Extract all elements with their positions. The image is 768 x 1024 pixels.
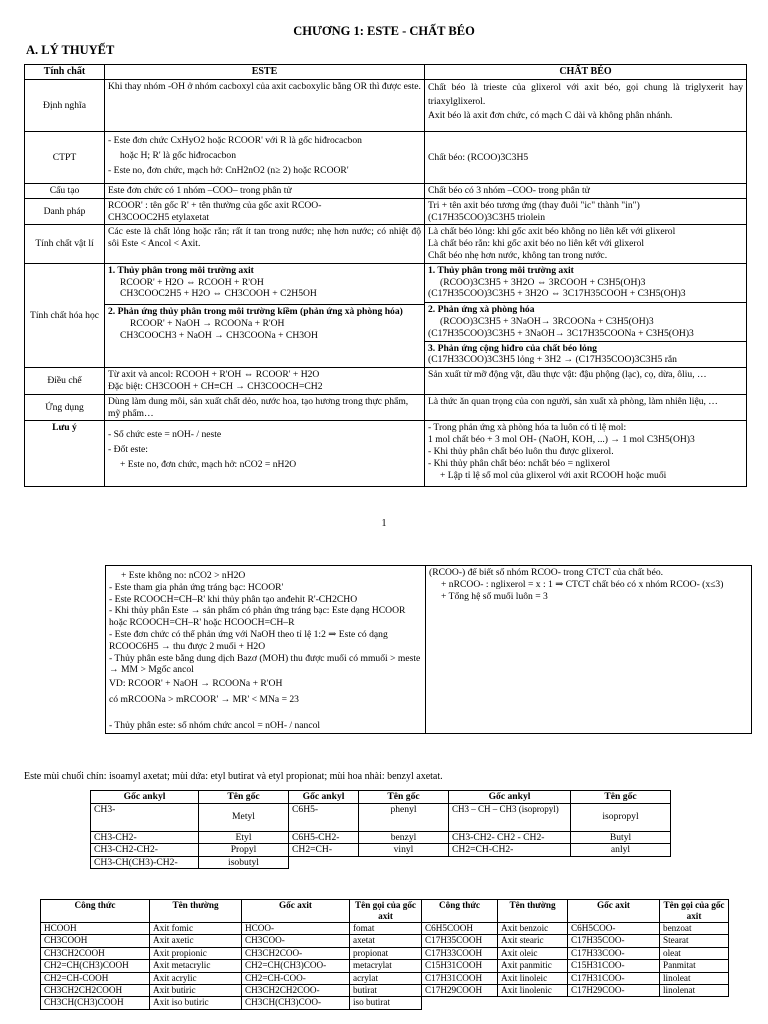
- row-label: Tính chất hóa học: [25, 263, 105, 367]
- cell-text: - Este đơn chức CxHyO2 hoặc RCOOR' với R là gốc hiđrocacbon: [108, 135, 362, 146]
- table-row: [41, 935, 729, 947]
- reaction-heading: 2. Phản ứng xà phòng hóa: [428, 304, 535, 316]
- table-cell: butirat: [350, 985, 422, 997]
- cell-text: Các este là chất lỏng hoặc rắn; rất ít tan trong nước; nhẹ hơn nước; có nhiệt độ sôi Este < Ancol < Axit.: [108, 226, 421, 250]
- chapter-title: CHƯƠNG 1: ESTE - CHẤT BÉO: [293, 24, 475, 38]
- table-cell: iso butirat: [350, 997, 422, 1009]
- table-cell: C17H31COO-: [568, 972, 660, 984]
- table-row: [25, 368, 747, 395]
- este-cell: [105, 263, 425, 367]
- column-header: Tên gốc: [359, 791, 449, 804]
- row-label: Cấu tạo: [25, 184, 105, 199]
- table-cell: CH3-CH(CH3)-CH2-: [91, 856, 199, 869]
- table-cell: [289, 856, 359, 869]
- chatbeo-cell: [425, 263, 747, 367]
- cell-text: Là chất béo rắn: khi gốc axit béo no liên kết với glixerol: [428, 238, 645, 250]
- cell-text: - Số chức este = nOH- / neste: [108, 429, 222, 441]
- table-header-row: [25, 65, 747, 80]
- table-cell: CH3-CH2-CH2-: [91, 844, 199, 857]
- cell-text: - Este RCOOCH=CH–R' khi thủy phân tạo anđehit R'-CH2CHO: [109, 593, 358, 605]
- cell-text: - Este tham gia phản ứng tráng bạc: HCOOR': [109, 581, 284, 593]
- reaction-heading: 1. Thủy phân trong môi trường axit: [108, 264, 254, 276]
- column-header: Tên thường: [150, 900, 242, 923]
- column-header: ESTE: [105, 65, 425, 80]
- reaction-equation: RCOOR' + NaOH → RCOONa + R'OH: [130, 317, 285, 329]
- smell-note: Este mùi chuối chín: isoamyl axetat; mùi dứa: etyl butirat và etyl propionat; mùi hoa nhài: benzyl axetat.: [24, 771, 443, 782]
- table-cell: C15H31COOH: [422, 960, 498, 972]
- chatbeo-cell: [426, 566, 752, 734]
- reaction-equation: (RCOO)3C3H5 + 3H2O ⇔ 3RCOOH + C3H5(OH)3: [440, 276, 646, 288]
- chatbeo-cell: [425, 80, 747, 132]
- table-cell: acrylat: [350, 972, 422, 984]
- column-header: Công thức: [422, 900, 498, 923]
- table-cell: C17H35COO-: [568, 935, 660, 947]
- cell-text: + Este no, đơn chức, mạch hở: nCO2 = nH2O: [120, 459, 297, 471]
- column-header: Tên gốc: [571, 791, 671, 804]
- este-cell: [105, 80, 425, 132]
- reaction-equation: (C17H35COO)3C3H5 + 3NaOH→ 3C17H35COONa + C3H5(OH)3: [428, 327, 694, 339]
- reaction-heading: 2. Phản ứng thủy phân trong môi trường kiềm (phản ứng xà phòng hóa): [108, 306, 403, 318]
- cell-text: - Đốt este:: [108, 444, 148, 456]
- section-heading: A. LÝ THUYẾT: [26, 43, 115, 57]
- column-header: Gốc ankyl: [449, 791, 571, 804]
- table-cell: CH3-CH2- CH2 - CH2-: [449, 831, 571, 844]
- table-cell: CH3CH(CH3)COOH: [41, 997, 150, 1009]
- table-cell: CH3CH2COOH: [41, 947, 150, 959]
- acid-table-body: [41, 923, 729, 1010]
- table-cell: Stearat: [660, 935, 729, 947]
- table-row: [25, 80, 747, 132]
- table-cell: [498, 997, 568, 1009]
- cell-text: Tri + tên axit béo tương ứng (thay đuôi "ic" thành "in"): [428, 199, 640, 211]
- table-cell: CH2=CH-CH2-: [449, 844, 571, 857]
- table-cell: [571, 856, 671, 869]
- cell-text: + Lập tỉ lệ số mol của glixerol với axit RCOOH hoặc muối: [440, 469, 667, 481]
- este-cell: [105, 368, 425, 395]
- table-cell: Axit oleic: [498, 947, 568, 959]
- table-cell: Metyl: [199, 803, 289, 831]
- table-row: [41, 997, 729, 1009]
- table-cell: C6H5-CH2-: [289, 831, 359, 844]
- table-row: [41, 947, 729, 959]
- cell-text: + Tổng hệ số muối luôn = 3: [441, 590, 548, 602]
- table-cell: Propyl: [199, 844, 289, 857]
- table-row: [25, 394, 747, 421]
- este-cell: [105, 225, 425, 263]
- table-cell: [359, 856, 449, 869]
- reaction-equation: RCOOR' + H2O ⇔ RCOOH + R'OH: [120, 276, 264, 288]
- cell-text: VD: RCOOR' + NaOH → RCOONa + R'OH: [109, 678, 283, 690]
- table-cell: Butyl: [571, 831, 671, 844]
- column-header: Gốc ankyl: [289, 791, 359, 804]
- table-cell: [568, 997, 660, 1009]
- page-number: 1: [381, 518, 387, 529]
- chatbeo-cell: [425, 421, 747, 487]
- reaction-heading: 3. Phản ứng cộng hiđro của chất béo lỏng: [428, 342, 597, 354]
- cell-text: + nRCOO- : nglixerol = x : 1 ⇒ CTCT chất béo có x nhóm RCOO- (x≤3): [441, 578, 724, 590]
- column-header: Gốc ankyl: [91, 791, 199, 804]
- column-header: Gốc axit: [242, 900, 350, 923]
- table-cell: CH3CH2CH2COOH: [41, 985, 150, 997]
- column-header: CHẤT BÉO: [425, 65, 747, 80]
- column-header: Công thức: [41, 900, 150, 923]
- row-label: CTPT: [25, 132, 105, 184]
- comparison-table: [24, 64, 747, 487]
- este-cell: [106, 566, 426, 734]
- table-cell: C17H33COO-: [568, 947, 660, 959]
- row-label: Danh pháp: [25, 198, 105, 225]
- table-cell: metacrylat: [350, 960, 422, 972]
- reaction-equation: CH3COOCH3 + NaOH → CH3COONa + CH3OH: [120, 329, 318, 341]
- table-cell: Axit linoleic: [498, 972, 568, 984]
- acid-table: [40, 899, 729, 1010]
- table-row: [25, 263, 747, 367]
- table-cell: Axit butiric: [150, 985, 242, 997]
- cell-text: - Thủy phân este: số nhóm chức ancol = nOH- / nancol: [109, 719, 321, 731]
- table-cell: C17H29COO-: [568, 985, 660, 997]
- cell-text: CH3COOC2H5 etylaxetat: [108, 211, 209, 223]
- table-row: [25, 225, 747, 263]
- table-cell: Etyl: [199, 831, 289, 844]
- cell-text: (C17H35COO)3C3H5 triolein: [428, 211, 545, 223]
- table-header-row: [91, 791, 671, 804]
- table-row: [25, 132, 747, 184]
- table-cell: CH3-CH2-: [91, 831, 199, 844]
- cell-text: + Este không no: nCO2 > nH2O: [121, 570, 246, 581]
- chatbeo-cell: [425, 132, 747, 184]
- table-row: [91, 831, 671, 844]
- table-cell: C17H29COOH: [422, 985, 498, 997]
- cell-text: RCOOR' : tên gốc R' + tên thường của gốc axit RCOO-: [108, 199, 322, 211]
- table-row: [41, 960, 729, 972]
- cell-text: Là chất béo lỏng: khi gốc axit béo không no liên kết với glixerol: [428, 226, 676, 238]
- reaction-equation: (C17H33COO)3C3H5 lỏng + 3H2 → (C17H35COO)3C3H5 rắn: [428, 354, 677, 366]
- table-cell: Axit benzoic: [498, 923, 568, 935]
- cell-text: có mRCOONa > mRCOOR' → MR' < MNa = 23: [109, 693, 299, 705]
- table-cell: Axit fomic: [150, 923, 242, 935]
- chatbeo-cell: [425, 368, 747, 395]
- cell-text: - Khi thủy phân Este → sản phẩm có phản ứng tráng bạc: Este dạng HCOOR hoặc RCOOCH=CH–R' hoặc HCOOCH=CH–R: [109, 605, 406, 629]
- table-row: [106, 566, 752, 734]
- table-row: [25, 198, 747, 225]
- table-cell: C6H5COOH: [422, 923, 498, 935]
- cell-text: Khi thay nhóm -OH ở nhóm cacboxyl của axit cacboxylic bằng OR thì được este.: [108, 81, 421, 92]
- cell-text: - Trong phản ứng xà phòng hóa ta luôn có tỉ lệ mol:: [428, 422, 627, 434]
- table-cell: C6H5-: [289, 803, 359, 831]
- table-cell: CH2=CH-COO-: [242, 972, 350, 984]
- table-cell: benzyl: [359, 831, 449, 844]
- table-cell: oleat: [660, 947, 729, 959]
- cell-text: - Khi thủy phân chất béo: nchất béo = nglixerol: [428, 457, 611, 469]
- alkyl-table: [90, 790, 671, 869]
- table-cell: HCOO-: [242, 923, 350, 935]
- table-cell: Axit linolenic: [498, 985, 568, 997]
- table-cell: isobutyl: [199, 856, 289, 869]
- table-cell: propionat: [350, 947, 422, 959]
- cell-text: Là thức ăn quan trọng của con người, sản xuất xà phòng, làm nhiên liệu, …: [428, 395, 718, 407]
- cell-text: Dùng làm dung môi, sản xuất chất dẻo, nước hoa, tạo hương trong thực phẩm, mỹ phẩm…: [108, 395, 409, 419]
- cell-text: Axit béo là axit đơn chức, có mạch C dài và không phân nhánh.: [428, 110, 673, 121]
- table-cell: vinyl: [359, 844, 449, 857]
- cell-text: Đặc biệt: CH3COOH + CH≡CH → CH3COOCH=CH2: [108, 380, 323, 392]
- table-cell: Axit axetic: [150, 935, 242, 947]
- reaction-equation: (C17H35COO)3C3H5 + 3H2O ⇔ 3C17H35COOH + C3H5(OH)3: [428, 288, 686, 300]
- table-row: [25, 421, 747, 487]
- table-cell: C15H31COO-: [568, 960, 660, 972]
- table-row: [41, 985, 729, 997]
- cell-text: - Thủy phân este bằng dung dịch Bazơ (MOH) thu được muối có mmuối > meste → MM > Mgốc ancol: [109, 652, 421, 676]
- table-cell: CH3COOH: [41, 935, 150, 947]
- reaction-heading: 1. Thủy phân trong môi trường axit: [428, 264, 574, 276]
- table-cell: Axit stearic: [498, 935, 568, 947]
- este-cell: [105, 132, 425, 184]
- table-cell: linoleat: [660, 972, 729, 984]
- reaction-equation: CH3COOC2H5 + H2O ⇔ CH3COOH + C2H5OH: [120, 288, 317, 300]
- este-cell: [105, 421, 425, 487]
- table-cell: CH3CH2COO-: [242, 947, 350, 959]
- cell-text: Chất béo nhẹ hơn nước, không tan trong nước.: [428, 249, 608, 261]
- table-cell: C17H33COOH: [422, 947, 498, 959]
- cell-text: (RCOO-) để biết số nhóm RCOO- trong CTCT của chất béo.: [429, 567, 664, 578]
- table-cell: Axit acrylic: [150, 972, 242, 984]
- reaction-equation: (RCOO)3C3H5 + 3NaOH→ 3RCOONa + C3H5(OH)3: [440, 315, 654, 327]
- table-cell: anlyl: [571, 844, 671, 857]
- column-header: Gốc axit: [568, 900, 660, 923]
- table-row: [91, 856, 671, 869]
- cell-text: Sản xuất từ mỡ động vật, dầu thực vật: đậu phộng (lạc), cọ, dừa, ôliu, …: [428, 369, 707, 381]
- este-cell: Este đơn chức có 1 nhóm –COO– trong phân tử: [105, 184, 425, 199]
- table-row: [41, 923, 729, 935]
- column-header: Tên gọi của gốc axit: [350, 900, 422, 923]
- table-cell: C17H31COOH: [422, 972, 498, 984]
- cell-text: Từ axit và ancol: RCOOH + R'OH ⇔ RCOOR' + H2O: [108, 369, 320, 381]
- cell-text: - Este đơn chức có thể phản ứng với NaOH theo tỉ lệ 1:2 ⇒ Este có dạng RCOOC6H5 → thu được 2 muối + H2O: [109, 628, 388, 652]
- table-cell: Axit propionic: [150, 947, 242, 959]
- table-cell: Axit iso butiric: [150, 997, 242, 1009]
- row-label: Tính chất vật lí: [25, 225, 105, 263]
- row-label: Định nghĩa: [25, 80, 105, 132]
- cell-text: Chất béo: (RCOO)3C3H5: [428, 151, 529, 163]
- column-header: Tính chất: [25, 65, 105, 80]
- table-cell: [660, 997, 729, 1009]
- este-cell: [105, 198, 425, 225]
- column-header: Tên gọi của gốc axit: [660, 900, 729, 923]
- table-cell: CH3CH2CH2COO-: [242, 985, 350, 997]
- row-label: Lưu ý: [25, 421, 105, 487]
- table-cell: CH3COO-: [242, 935, 350, 947]
- cell-text: 1 mol chất béo + 3 mol OH- (NaOH, KOH, ...) → 1 mol C3H5(OH)3: [428, 434, 695, 446]
- table-cell: Axit panmitic: [498, 960, 568, 972]
- table-cell: Panmitat: [660, 960, 729, 972]
- table-cell: phenyl: [359, 803, 449, 831]
- table-cell: benzoat: [660, 923, 729, 935]
- table-cell: axetat: [350, 935, 422, 947]
- chatbeo-cell: Chất béo có 3 nhóm –COO- trong phân tử: [425, 184, 747, 199]
- chatbeo-cell: [425, 198, 747, 225]
- table-cell: linolenat: [660, 985, 729, 997]
- table-cell: CH3CH(CH3)COO-: [242, 997, 350, 1009]
- table-header-row: [41, 900, 729, 923]
- cell-text: hoặc H; R' là gốc hiđrocacbon: [120, 150, 237, 161]
- table-row: [91, 803, 671, 831]
- chatbeo-cell: [425, 225, 747, 263]
- continuation-table: [105, 565, 752, 734]
- cell-text: Chất béo là trieste của glixerol với axit béo, gọi chung là triglyxerit hay triaxylglixerol.: [428, 82, 743, 107]
- table-cell: CH2=CH-COOH: [41, 972, 150, 984]
- table-row: [91, 844, 671, 857]
- chatbeo-cell: [425, 394, 747, 421]
- este-cell: [105, 394, 425, 421]
- cell-text: - Khi thủy phân chất béo luôn thu được glixerol.: [428, 445, 614, 457]
- table-cell: C6H5COO-: [568, 923, 660, 935]
- table-cell: CH2=CH(CH3)COO-: [242, 960, 350, 972]
- table-cell: isopropyl: [571, 803, 671, 831]
- table-row: [25, 184, 747, 199]
- row-label: Ứng dụng: [25, 394, 105, 421]
- table-cell: CH3 – CH – CH3 (isopropyl): [449, 803, 571, 831]
- table-cell: HCOOH: [41, 923, 150, 935]
- table-row: [41, 972, 729, 984]
- column-header: Tên thường: [498, 900, 568, 923]
- table-cell: CH3-: [91, 803, 199, 831]
- column-header: Tên gốc: [199, 791, 289, 804]
- table-cell: CH2=CH-: [289, 844, 359, 857]
- table-cell: CH2=CH(CH3)COOH: [41, 960, 150, 972]
- table-cell: Axit metacrylic: [150, 960, 242, 972]
- table-cell: [449, 856, 571, 869]
- table-cell: fomat: [350, 923, 422, 935]
- table-cell: [422, 997, 498, 1009]
- cell-text: - Este no, đơn chức, mạch hở: CnH2nO2 (n≥ 2) hoặc RCOOR': [108, 165, 349, 176]
- table-cell: C17H35COOH: [422, 935, 498, 947]
- row-label: Điều chế: [25, 368, 105, 395]
